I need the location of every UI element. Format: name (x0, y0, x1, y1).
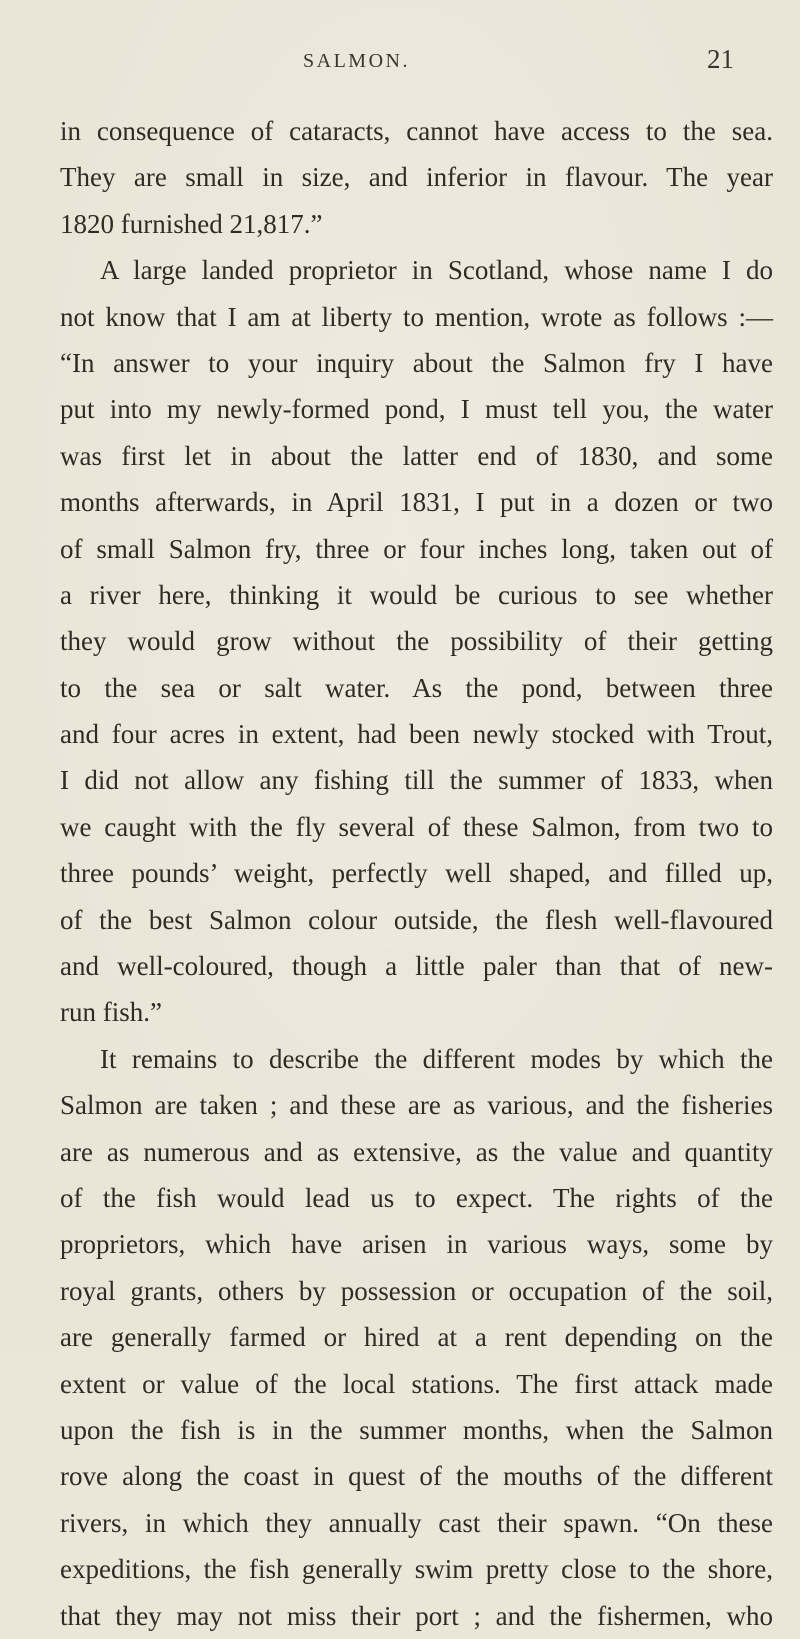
text-line: a river here, thinking it would be curious to see whether (60, 579, 773, 610)
page-number: 21 (707, 44, 734, 74)
text-line: that they may not miss their port ; and the fishermen, who (60, 1600, 773, 1631)
text-line: in consequence of cataracts, cannot have access to the sea. (60, 116, 773, 146)
text-line: “In answer to your inquiry about the Salmon fry I have (60, 347, 773, 378)
text-line: and four acres in extent, had been newly stocked with Trout, (60, 719, 773, 750)
text-line: of the fish would lead us to expect. The rights of the (60, 1182, 773, 1213)
running-head (0, 44, 800, 78)
text-line: of small Salmon fry, three or four inches long, taken out of (60, 533, 773, 564)
text-line: and well-coloured, though a little paler than that of new- (60, 951, 773, 982)
text-line: rivers, in which they annually cast their spawn. “On these (60, 1507, 773, 1538)
text-line: of the best Salmon colour outside, the flesh well-flavoured (60, 904, 773, 935)
text-line: are as numerous and as extensive, as the value and quantity (60, 1136, 773, 1167)
text-line: rove along the coast in quest of the mouths of the different (60, 1461, 773, 1492)
text-line: run fish.” (60, 997, 162, 1028)
text-line: upon the fish is in the summer months, when the Salmon (60, 1414, 773, 1445)
text-line: They are small in size, and inferior in flavour. The year (60, 162, 773, 193)
text-line: royal grants, others by possession or occupation of the soil, (60, 1275, 773, 1306)
text-line: are generally farmed or hired at a rent depending on the (60, 1322, 773, 1353)
text-line: Salmon are taken ; and these are as various, and the fisheries (60, 1090, 773, 1121)
text-line: I did not allow any fishing till the summer of 1833, when (60, 765, 773, 796)
text-line: we caught with the fly several of these Salmon, from two to (60, 811, 773, 842)
text-line: put into my newly-formed pond, I must tell you, the water (60, 394, 773, 425)
paragraph-start-line: It remains to describe the different modes by which the (100, 1043, 773, 1074)
text-line: months afterwards, in April 1831, I put in a dozen or two (60, 487, 773, 518)
body-text (60, 108, 773, 1639)
running-title: SALMON. (303, 50, 410, 72)
text-line: proprietors, which have arisen in various ways, some by (60, 1229, 773, 1260)
text-line: extent or value of the local stations. The first attack made (60, 1368, 773, 1399)
text-line: they would grow without the possibility of their getting (60, 626, 773, 657)
text-line: expeditions, the fish generally swim pretty close to the shore, (60, 1554, 773, 1585)
text-line: not know that I am at liberty to mention, wrote as follows :— (60, 301, 773, 332)
paragraph-start-line: A large landed proprietor in Scotland, whose name I do (100, 255, 773, 286)
text-line: was first let in about the latter end of 1830, and some (60, 440, 773, 471)
text-line: three pounds’ weight, perfectly well shaped, and filled up, (60, 858, 773, 889)
text-line: to the sea or salt water. As the pond, between three (60, 672, 773, 703)
text-line: 1820 furnished 21,817.” (60, 208, 323, 239)
